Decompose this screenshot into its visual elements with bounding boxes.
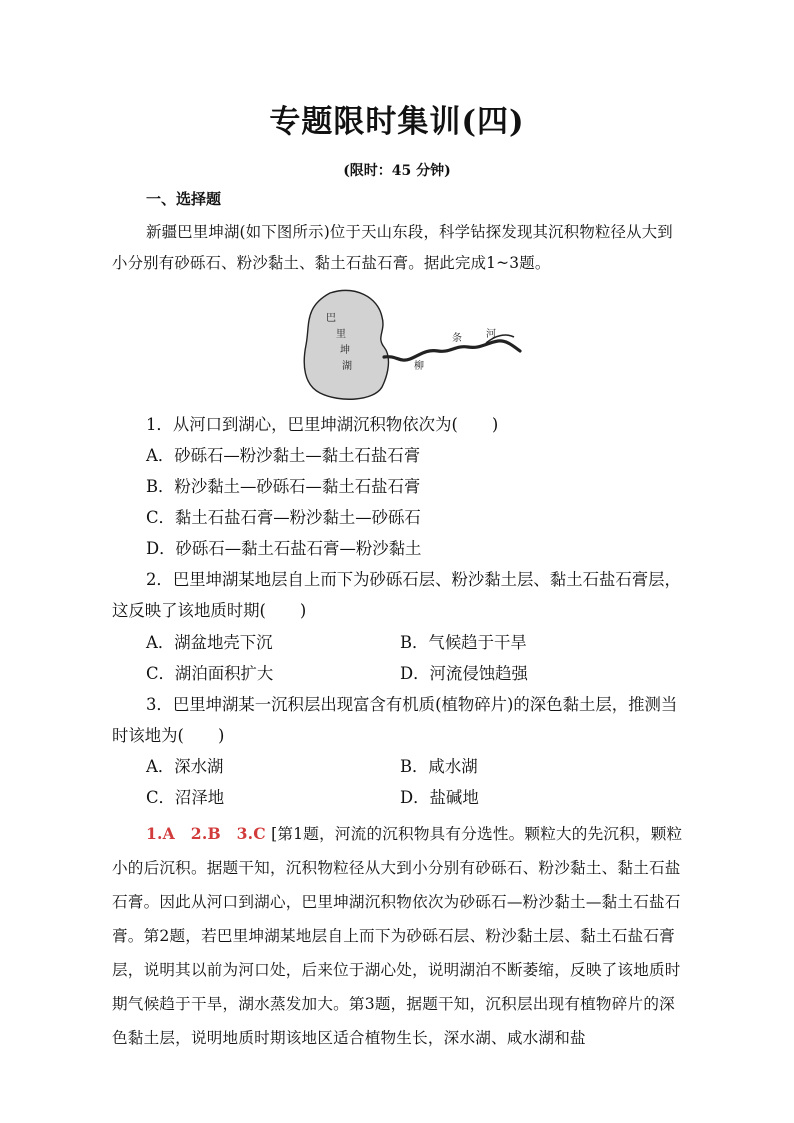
question-1-stem: 1．从河口到湖心，巴里坤湖沉积物依次为( <box>146 415 458 434</box>
question-1-option-b: B．粉沙黏土—砂砾石—黏土石盐石膏 <box>146 477 421 496</box>
question-2-stem: 2．巴里坤湖某地层自上而下为砂砾石层、粉沙黏土层、黏土石盐石膏层，这反映了该地质时期( <box>112 570 681 620</box>
question-3-option-a: A．深水湖 <box>146 757 224 776</box>
lake-label-4: 湖 <box>342 361 352 372</box>
question-1-close: ) <box>491 415 499 434</box>
lake-label-2: 里 <box>336 329 346 340</box>
question-2-option-b: B．气候趋于干旱 <box>400 633 527 652</box>
lake-label-3: 坤 <box>340 345 350 356</box>
time-limit: (限时：45 分钟) <box>343 163 451 179</box>
question-3-option-b: B．咸水湖 <box>400 757 478 776</box>
question-3-option-d: D．盐碱地 <box>400 788 479 807</box>
question-2-option-a: A．湖盆地壳下沉 <box>146 633 273 652</box>
question-3-stem: 3．巴里坤湖某一沉积层出现富含有机质(植物碎片)的深色黏土层，推测当时该地为( <box>112 695 678 745</box>
river-label-3: 河 <box>486 329 496 340</box>
question-3 <box>112 689 684 751</box>
question-2-option-d: D．河流侵蚀趋强 <box>400 664 528 683</box>
section-heading: 一、选择题 <box>146 190 222 208</box>
question-2-option-c: C．湖泊面积扩大 <box>146 664 274 683</box>
question-2-close: ) <box>299 601 307 620</box>
question-1 <box>112 409 684 440</box>
answer-explanation <box>112 817 684 1055</box>
river-label-2: 条 <box>452 333 462 344</box>
intro-paragraph: 新疆巴里坤湖(如下图所示)位于天山东段，科学钻探发现其沉积物粒径从大到小分别有砂砾石、粉沙黏土、黏土石盐石膏。据此完成1~3题。 <box>112 223 673 272</box>
lake-label-1: 巴 <box>326 313 336 324</box>
page-title: 专题限时集训(四) <box>269 104 525 140</box>
question-1-option-d: D．砂砾石—黏土石盐石膏—粉沙黏土 <box>146 539 422 558</box>
question-3-close: ) <box>217 726 225 745</box>
question-1-option-a: A．砂砾石—粉沙黏土—黏土石盐石膏 <box>146 446 421 465</box>
explanation-text: [第1题，河流的沉积物具有分选性。颗粒大的先沉积，颗粒小的后沉积。据题干知，沉积物粒径从大到小分别有砂砾石、粉沙黏土、黏土石盐石膏。因此从河口到湖心，巴里坤湖沉积物依次为砂砾石—粉沙黏土—黏土石盐石膏。第2题，若巴里坤湖某地层自上而下为砂砾石层、粉沙黏土层、黏土石盐石膏层，说明其以前为河口处，后来位于湖心处，说明湖泊不断萎缩，反映了该地质时期气候趋于干旱，湖水蒸发加大。第3题，据题干知，沉积层出现有植物碎片的深色黏土层，说明地质时期该地区适合植物生长，深水湖、咸水湖和盐 <box>112 825 683 1047</box>
river-label-1: 柳 <box>414 361 424 372</box>
question-1-option-c: C．黏土石盐石膏—粉沙黏土—砂砾石 <box>146 508 421 527</box>
question-2 <box>112 564 684 626</box>
question-3-option-c: C．沼泽地 <box>146 788 225 807</box>
answer-key: 1.A 2.B 3.C <box>146 824 266 843</box>
lake-map-figure <box>300 285 530 403</box>
